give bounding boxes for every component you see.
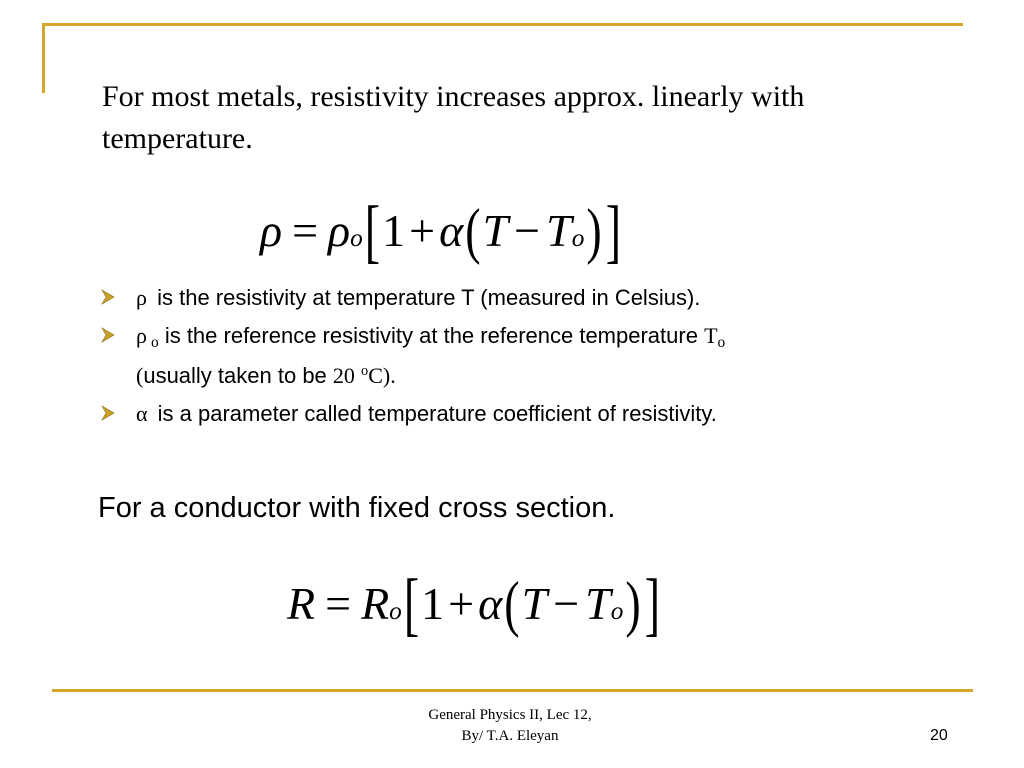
bullet-text-continued: usually taken to be <box>143 362 327 388</box>
eq2-equals: = <box>325 577 352 629</box>
bullet-symbol: α <box>136 400 148 426</box>
eq2-To: T <box>585 577 611 629</box>
degree-symbol: o <box>361 362 369 379</box>
eq2-R: R <box>361 577 390 629</box>
footer-course: General Physics II, Lec 12, <box>428 707 592 723</box>
bullet-symbol: ρ <box>136 285 147 310</box>
eq1-left-paren: ( <box>465 195 481 265</box>
eq1-lhs: ρ <box>260 204 283 256</box>
eq2-one: 1 <box>421 577 445 629</box>
footer-author: By/ T.A. Eleyan <box>461 728 559 744</box>
ref-temp-sub: o <box>717 333 726 351</box>
intro-text: For most metals, resistivity increases approx. linearly with temperature. <box>102 80 805 155</box>
eq2-R-sub: o <box>389 597 402 626</box>
resistivity-equation <box>260 190 623 270</box>
eq2-plus: + <box>448 577 475 629</box>
footer-divider <box>52 689 973 692</box>
open-paren: ( <box>136 362 144 388</box>
eq1-minus: − <box>514 204 541 256</box>
eq2-right-bracket: ] <box>644 563 661 643</box>
eq1-right-paren: ) <box>586 195 602 265</box>
eq1-one: 1 <box>382 204 406 256</box>
eq1-rho: ρ <box>328 204 351 256</box>
frame-left-line <box>42 23 45 93</box>
bullet-item-rho <box>96 283 936 312</box>
eq2-T: T <box>521 577 548 629</box>
arrow-bullet-icon <box>100 327 116 343</box>
eq1-T: T <box>482 204 509 256</box>
arrow-bullet-icon <box>100 289 116 305</box>
bullet-text: is the reference resistivity at the reference temperature <box>164 323 698 348</box>
bullet-symbol-sub: o <box>150 333 159 351</box>
eq1-right-bracket: ] <box>605 190 622 270</box>
temp-unit: C). <box>368 362 396 388</box>
bullet-text: is the resistivity at temperature T (measured in Celsius). <box>157 285 701 310</box>
eq1-To-sub: o <box>571 224 585 253</box>
eq2-left-bracket: [ <box>403 563 420 643</box>
conductor-heading: For a conductor with fixed cross section. <box>98 492 616 524</box>
eq2-right-paren: ) <box>625 568 641 638</box>
page-number: 20 <box>930 727 948 744</box>
bullet-list <box>96 283 936 437</box>
bullet-text: is a parameter called temperature coefficient of resistivity. <box>157 400 717 426</box>
frame-top-line <box>42 23 963 26</box>
eq2-lhs: R <box>287 577 316 629</box>
eq1-plus: + <box>409 204 436 256</box>
eq1-rho-sub: o <box>350 224 363 253</box>
ref-temp-value: 20 <box>332 362 355 388</box>
bullet-symbol: ρ <box>136 323 147 348</box>
footer-credit <box>360 705 660 747</box>
eq1-To: T <box>546 204 572 256</box>
eq1-equals: = <box>292 204 319 256</box>
eq2-To-sub: o <box>610 597 624 626</box>
bullet-item-rho-o <box>96 321 936 390</box>
eq2-minus: − <box>553 577 580 629</box>
eq1-left-bracket: [ <box>364 190 381 270</box>
ref-temp-symbol: T <box>704 323 718 348</box>
eq2-alpha: α <box>478 577 503 629</box>
resistance-equation <box>287 563 662 643</box>
arrow-bullet-icon <box>100 405 116 421</box>
eq1-alpha: α <box>439 204 464 256</box>
bullet-item-alpha <box>96 399 936 428</box>
eq2-left-paren: ( <box>504 568 520 638</box>
